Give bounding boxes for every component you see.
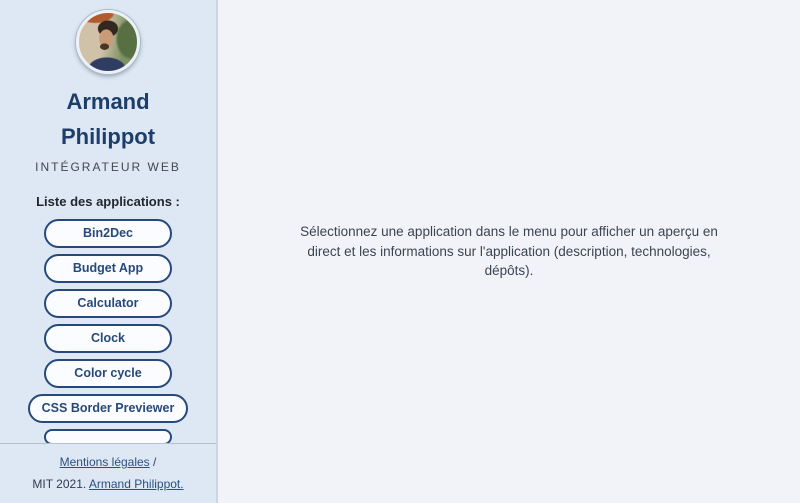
apps-list [0, 209, 216, 443]
main-panel [218, 0, 800, 503]
sidebar [0, 0, 218, 503]
footer-separator: / [153, 455, 157, 469]
author-link[interactable]: Armand Philippot. [88, 477, 184, 491]
profile-name-line2: Philippot [60, 124, 156, 149]
app-button-clock[interactable]: Clock [44, 324, 172, 353]
apps-list-heading: Liste des applications : [36, 194, 180, 209]
profile-name-line1: Armand [66, 89, 150, 114]
app-button-css-border-previewer[interactable]: CSS Border Previewer [28, 394, 189, 423]
sidebar-footer [0, 443, 216, 503]
app-button-calculator[interactable]: Calculator [44, 289, 172, 318]
app-button-bin2dec[interactable]: Bin2Dec [44, 219, 172, 248]
app-button-clipped[interactable] [44, 429, 172, 443]
footer-license-line [0, 473, 216, 495]
license-text: MIT 2021. [32, 477, 87, 491]
footer-legal-line [0, 451, 216, 473]
job-title: INTÉGRATEUR WEB [35, 160, 181, 174]
legal-notice-link[interactable]: Mentions légales [59, 455, 150, 469]
avatar [76, 10, 140, 74]
app-button-color-cycle[interactable]: Color cycle [44, 359, 172, 388]
app-button-budget-app[interactable]: Budget App [44, 254, 172, 283]
placeholder-message: Sélectionnez une application dans le menu pour afficher un aperçu en direct et les informations sur l'application (description, technologies, dépôts). [300, 224, 718, 279]
profile-name [61, 84, 155, 154]
avatar-wrap [76, 10, 140, 74]
